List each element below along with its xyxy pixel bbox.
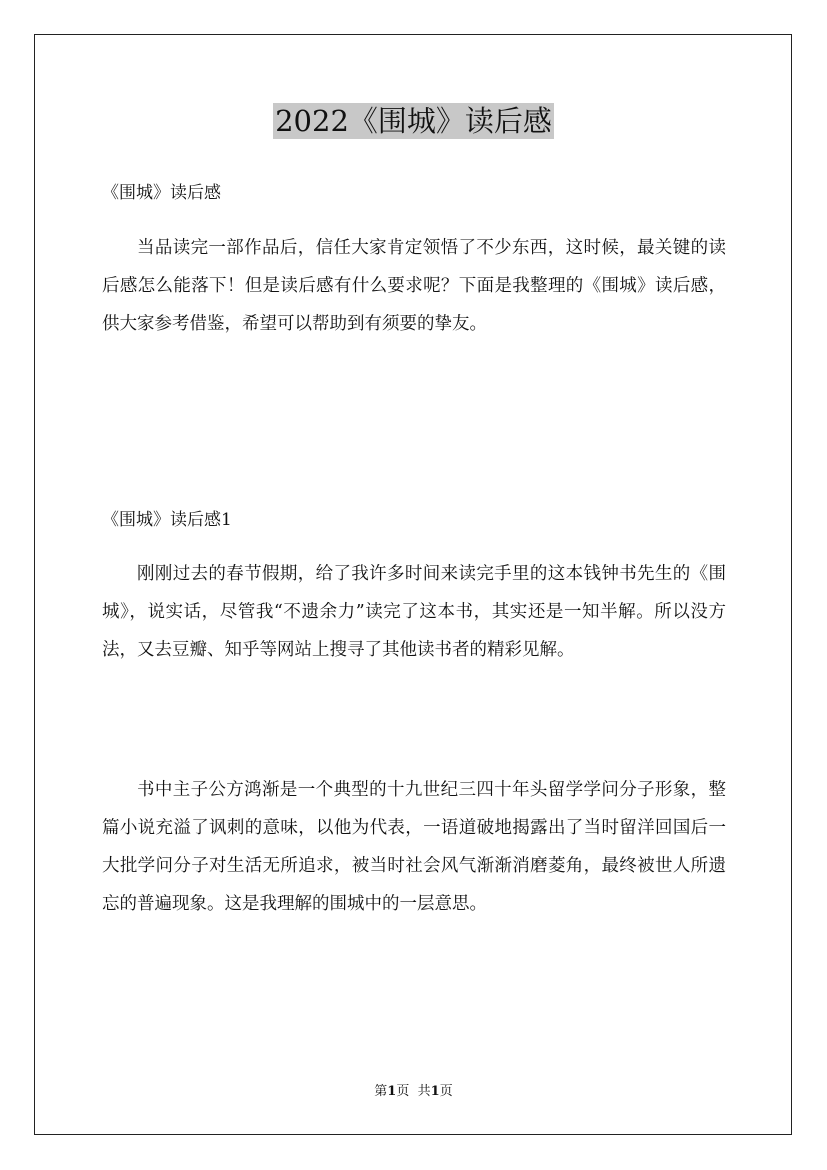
section1-paragraph-1: 刚刚过去的春节假期，给了我许多时间来读完手里的这本钱钟书先生的《围城》，说实话，尽管我“不遗余力”读完了这本书，其实还是一知半解。所以没方法，又去豆瓣、知乎等网站上搜寻了其他读书者的精彩见解。	[102, 564, 726, 660]
section1-heading: 《围城》读后感1	[102, 510, 232, 530]
title-container	[0, 103, 827, 139]
intro-paragraph: 当品读完一部作品后，信任大家肯定领悟了不少东西，这时候，最关键的读后感怎么能落下！但是读后感有什么要求呢？下面是我整理的《围城》读后感，供大家参考借鉴，希望可以帮助到有须要的挚友。	[102, 238, 726, 334]
document-title: 2022《围城》读后感	[275, 104, 552, 138]
footer-page-number: 1	[387, 1084, 397, 1099]
section1-paragraph-2: 书中主子公方鸿渐是一个典型的十九世纪三四十年头留学学问分子形象，整篇小说充溢了讽刺的意味，以他为代表，一语道破地揭露出了当时留洋回国后一大批学问分子对生活无所追求，被当时社会风气渐渐消磨菱角，最终被世人所遗忘的普遍现象。这是我理解的围城中的一层意思。	[102, 780, 726, 914]
footer-total-number: 1	[430, 1084, 440, 1099]
footer-page-suffix: 页	[396, 1084, 410, 1099]
footer-total-prefix: 共	[417, 1084, 431, 1099]
footer-total-suffix: 页	[439, 1084, 453, 1099]
intro-heading: 《围城》读后感	[102, 183, 221, 203]
footer-page-prefix: 第	[374, 1084, 388, 1099]
page-footer	[0, 1084, 827, 1100]
